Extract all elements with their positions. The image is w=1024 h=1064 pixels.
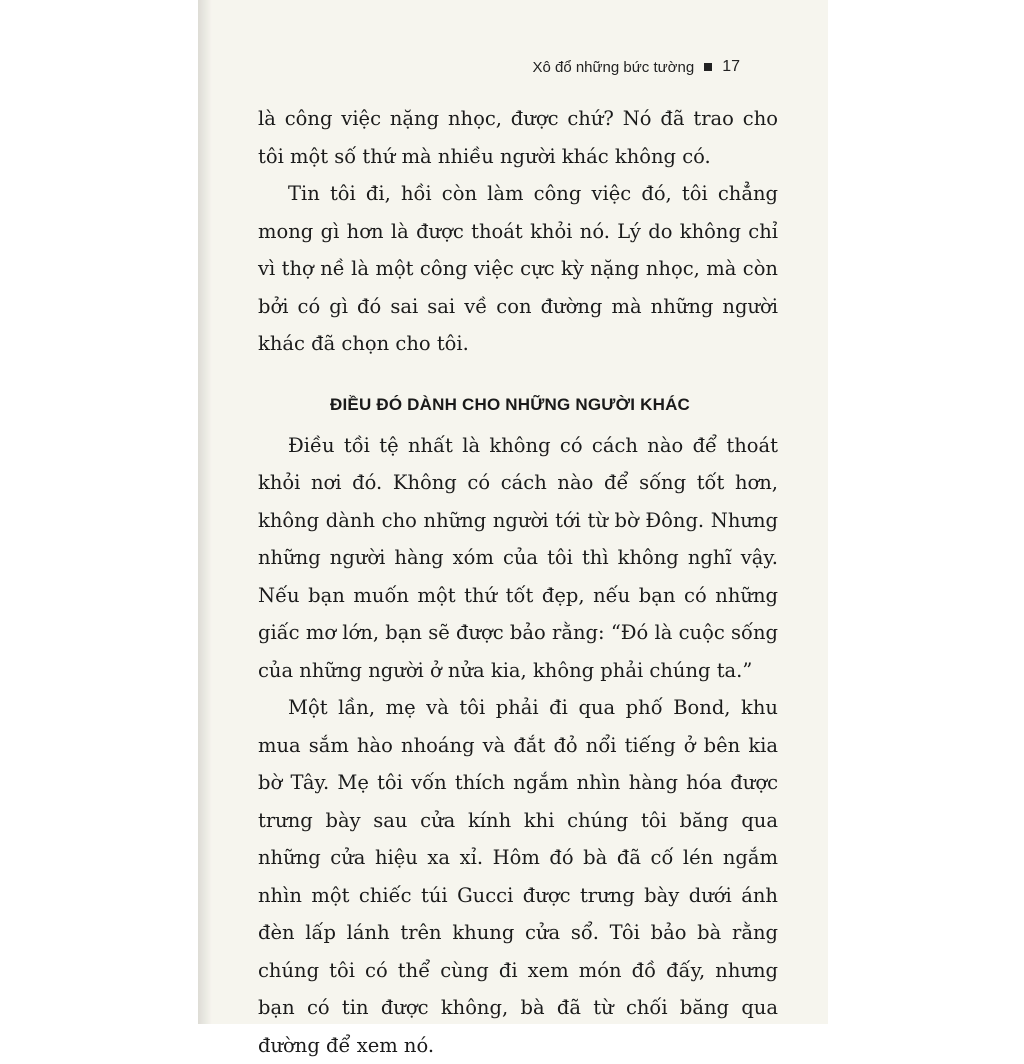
page-body — [258, 100, 778, 1064]
running-head — [532, 58, 740, 76]
separator-square-icon — [704, 63, 712, 71]
paragraph-1: là công việc nặng nhọc, được chứ? Nó đã trao cho tôi một số thứ mà nhiều người khác không có. — [258, 107, 778, 168]
paragraph-4: Một lần, mẹ và tôi phải đi qua phố Bond, khu mua sắm hào nhoáng và đắt đỏ nổi tiếng ở bên kia bờ Tây. Mẹ tôi vốn thích ngắm nhìn hàng hóa được trưng bày sau cửa kính khi chúng tôi băng qua những cửa hiệu xa xỉ. Hôm đó bà đã cố lén ngắm nhìn một chiếc túi Gucci được trưng bày dưới ánh đèn lấp lánh trên khung cửa sổ. Tôi bảo bà rằng chúng tôi có thể cùng đi xem món đồ đấy, nhưng bạn có tin được không, bà đã từ chối băng qua đường để xem nó. — [258, 696, 778, 1057]
paragraph-3: Điều tồi tệ nhất là không có cách nào để thoát khỏi nơi đó. Không có cách nào để sống tốt hơn, không dành cho những người tới từ bờ Đông. Nhưng những người hàng xóm của tôi thì không nghĩ vậy. Nếu bạn muốn một thứ tốt đẹp, nếu bạn có những giấc mơ lớn, bạn sẽ được bảo rằng: “Đó là cuộc sống của những người ở nửa kia, không phải chúng ta.” — [258, 433, 778, 682]
chapter-title: Xô đổ những bức tường — [532, 58, 695, 76]
spine-shadow — [198, 0, 212, 1024]
book-page — [198, 0, 828, 1057]
page-number: 17 — [722, 58, 740, 75]
section-heading: ĐIỀU ĐÓ DÀNH CHO NHỮNG NGƯỜI KHÁC — [330, 394, 691, 414]
paragraph-2: Tin tôi đi, hồi còn làm công việc đó, tôi chẳng mong gì hơn là được thoát khỏi nó. Lý do không chỉ vì thợ nề là một công việc cực kỳ nặng nhọc, mà còn bởi có gì đó sai sai về con đường mà những người khác đã chọn cho tôi. — [258, 182, 778, 355]
